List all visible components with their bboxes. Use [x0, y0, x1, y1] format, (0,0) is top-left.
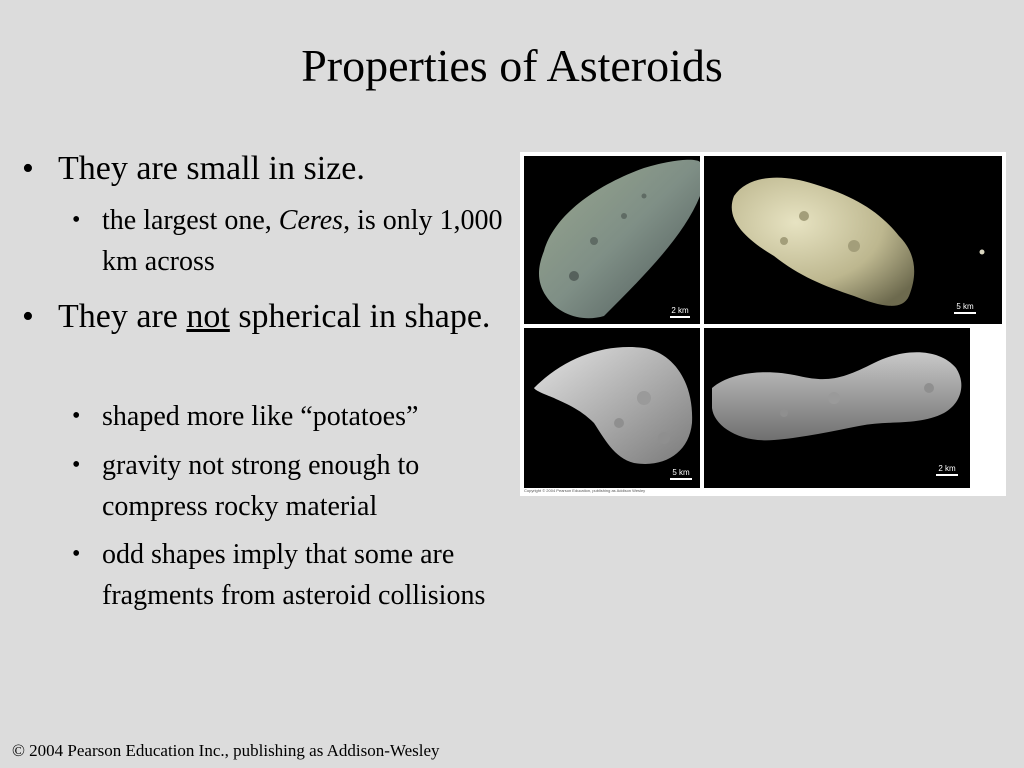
asteroid-image-ida	[704, 156, 1002, 324]
sub-bullet-ceres: • the largest one, Ceres, is only 1,000 km across	[72, 205, 503, 277]
scale-bar-3: 5 km	[670, 468, 692, 480]
asteroid-photo-grid	[520, 152, 1006, 496]
footer-copyright: © 2004 Pearson Education Inc., publishing as Addison-Wesley	[12, 741, 440, 760]
scale-bar-2: 5 km	[954, 302, 976, 314]
bullet-small-size: • They are small in size.	[22, 150, 365, 187]
sub-bullet-gravity: • gravity not strong enough to compress rocky material	[72, 450, 420, 522]
scale-bar-1: 2 km	[670, 306, 690, 318]
scale-bar-4: 2 km	[936, 464, 958, 476]
asteroid-image-gaspra	[524, 156, 700, 324]
sub-bullet-fragments: • odd shapes imply that some are fragments from asteroid collisions	[72, 539, 486, 611]
asteroid-image-eros	[704, 328, 970, 488]
sub-bullet-potatoes: • shaped more like “potatoes”	[72, 401, 419, 432]
figure-copyright: Copyright © 2004 Pearson Education, publishing as Addison Wesley	[524, 488, 646, 493]
bullet-not-spherical: • They are not spherical in shape.	[22, 298, 491, 335]
slide-title: Properties of Asteroids	[301, 40, 723, 91]
asteroid-image-mathilde	[524, 328, 700, 488]
